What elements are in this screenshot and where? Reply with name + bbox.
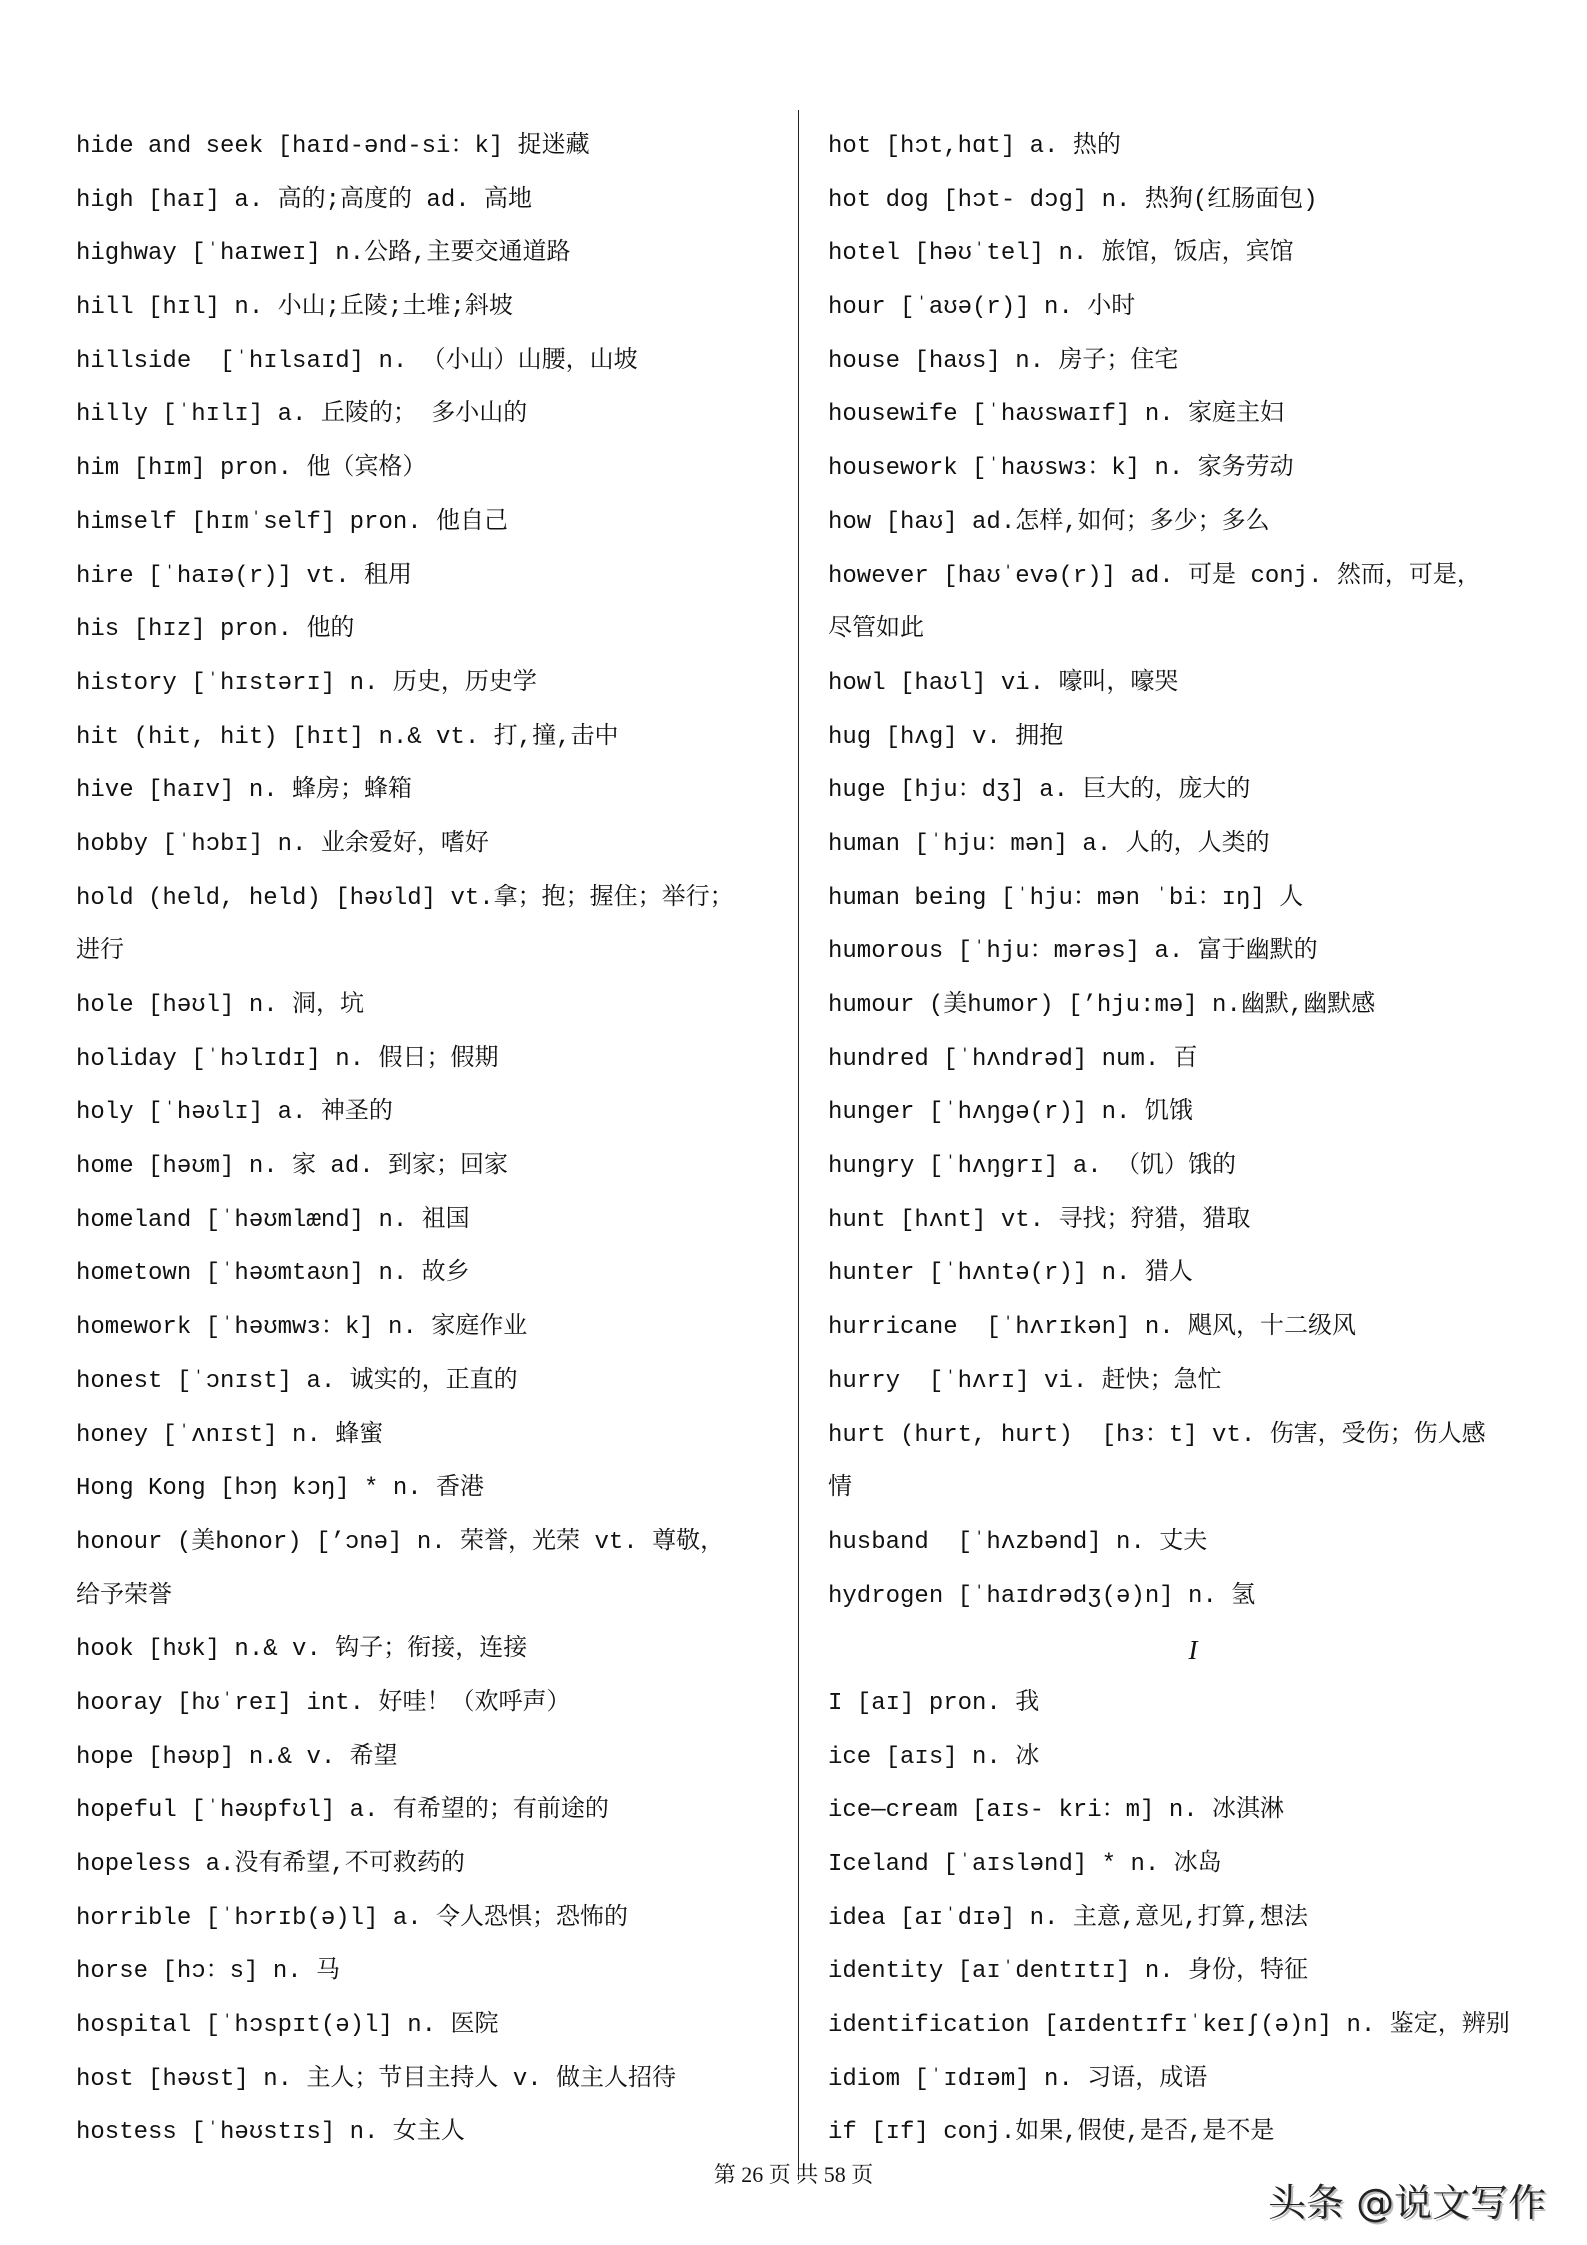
vocab-entry: hospital [ˈhɔspɪt(ə)l] n. 医院: [76, 2012, 499, 2040]
vocab-entry: host [həʊst] n. 主人；节目主持人 v. 做主人招待: [76, 2065, 677, 2093]
vocab-entry: high [haɪ] a. 高的;高度的 ad. 高地: [76, 186, 533, 214]
vocab-entry: howl [haʊl] vi. 嚎叫，嚎哭: [828, 669, 1179, 697]
vocab-entry: hill [hɪl] n. 小山;丘陵;土堆;斜坡: [76, 294, 513, 322]
vocab-entry: hometown [ˈhəʊmtaʊn] n. 故乡: [76, 1260, 470, 1288]
page-footer: 第 26 页 共 58 页: [713, 2162, 874, 2187]
vocab-entry: hunger [ˈhʌŋgə(r)] n. 饥饿: [828, 1099, 1193, 1127]
vocab-entry: hunt [hʌnt] vt. 寻找；狩猎，猎取: [828, 1206, 1251, 1234]
vocab-entry: home [həʊm] n. 家 ad. 到家；回家: [76, 1153, 509, 1181]
vocab-entry: hole [həʊl] n. 洞，坑: [76, 992, 365, 1019]
vocab-entry: house [haʊs] n. 房子；住宅: [828, 347, 1179, 375]
vocab-entry: housewife [ˈhaʊswaɪf] n. 家庭主妇: [828, 401, 1285, 429]
vocab-entry: hour [ˈaʊə(r)] n. 小时: [828, 294, 1136, 322]
vocab-entry: hunter [ˈhʌntə(r)] n. 猎人: [828, 1260, 1193, 1288]
vocab-entry: hopeful [ˈhəʊpfʊl] a. 有希望的；有前途的: [76, 1797, 609, 1825]
right-column: [828, 128, 1558, 2168]
vocab-entry: honey [ˈʌnɪst] n. 蜂蜜: [76, 1421, 384, 1449]
left-column: [76, 128, 776, 2168]
vocab-entry: homeland [ˈhəʊmlænd] n. 祖国: [76, 1206, 470, 1234]
column-divider: [798, 110, 799, 2180]
vocab-entry: idiom [ˈɪdɪəm] n. 习语，成语: [828, 2065, 1208, 2093]
vocab-entry: honour (美honor) [’ɔnə] n. 荣誉，光荣 vt. 尊敬，: [76, 1528, 725, 1556]
vocab-entry: hot dog [hɔt- dɔg] n. 热狗(红肠面包): [828, 186, 1318, 214]
vocab-entry: hire [ˈhaɪə(r)] vt. 租用: [76, 562, 413, 590]
vocab-entry: housework [ˈhaʊswɜ：k] n. 家务劳动: [828, 455, 1294, 483]
vocab-entry: hook [hʊk] n.& v. 钩子；衔接，连接: [76, 1636, 528, 1664]
vocab-entry: humour (美humor) [’hju:mə] n.幽默,幽默感: [828, 992, 1376, 1019]
vocab-entry: hold (held, held) [həʊld] vt.拿；抱；握住；举行；: [76, 884, 734, 912]
vocab-entry: hilly [ˈhɪlɪ] a. 丘陵的； 多小山的: [76, 401, 528, 429]
vocab-entry: huge [hju：dʒ] a. 巨大的，庞大的: [828, 777, 1251, 805]
vocab-entry: human [ˈhju：mən] a. 人的，人类的: [828, 830, 1270, 858]
vocab-entry: hooray [hʊˈreɪ] int. 好哇！（欢呼声）: [76, 1689, 571, 1717]
vocab-entry: homework [ˈhəʊmwɜ：k] n. 家庭作业: [76, 1314, 528, 1342]
vocab-entry: hurt (hurt, hurt) [hɜ：t] vt. 伤害，受伤；伤人感: [828, 1421, 1486, 1449]
vocab-entry: hungry [ˈhʌŋgrɪ] a. （饥）饿的: [828, 1153, 1237, 1181]
vocab-entry: 进行: [76, 938, 124, 966]
vocab-entry: idea [aɪˈdɪə] n. 主意,意见,打算,想法: [828, 1904, 1309, 1932]
vocab-entry: hope [həʊp] n.& v. 希望: [76, 1743, 398, 1771]
vocab-entry: ice [aɪs] n. 冰: [828, 1743, 1040, 1771]
vocab-entry: hillside [ˈhɪlsaɪd] n. （小山）山腰，山坡: [76, 347, 638, 375]
vocab-entry: 情: [828, 1475, 852, 1503]
vocab-entry: hotel [həʊˈtel] n. 旅馆，饭店，宾馆: [828, 240, 1294, 268]
vocab-entry: hive [haɪv] n. 蜂房；蜂箱: [76, 777, 413, 805]
vocab-entry: 给予荣誉: [76, 1582, 172, 1610]
vocab-entry: hurricane [ˈhʌrɪkən] n. 飓风，十二级风: [828, 1314, 1357, 1342]
vocab-entry: holiday [ˈhɔlɪdɪ] n. 假日；假期: [76, 1045, 499, 1073]
vocab-entry: holy [ˈhəʊlɪ] a. 神圣的: [76, 1099, 393, 1127]
watermark: 头条 @说文写作: [1268, 2181, 1547, 2225]
vocab-entry: 尽管如此: [828, 616, 924, 644]
vocab-entry: highway [ˈhaɪweɪ] n.公路,主要交通道路: [76, 240, 571, 268]
vocab-entry: horse [hɔ：s] n. 马: [76, 1958, 341, 1986]
vocab-entry: humorous [ˈhju：mərəs] a. 富于幽默的: [828, 938, 1318, 966]
vocab-entry: husband [ˈhʌzbənd] n. 丈夫: [828, 1528, 1208, 1556]
vocab-entry: hot [hɔt,hɑt] a. 热的: [828, 133, 1121, 160]
vocab-entry: if [ɪf] conj.如果,假使,是否,是不是: [828, 2119, 1275, 2147]
vocab-entry: hopeless a.没有希望,不可救药的: [76, 1851, 465, 1878]
vocab-entry: ice—cream [aɪs- kri：m] n. 冰淇淋: [828, 1797, 1285, 1825]
vocab-entry: hurry [ˈhʌrɪ] vi. 赶快；急忙: [828, 1367, 1222, 1395]
vocab-entry: horrible [ˈhɔrɪb(ə)l] a. 令人恐惧；恐怖的: [76, 1904, 629, 1932]
vocab-entry: history [ˈhɪstərɪ] n. 历史，历史学: [76, 669, 537, 697]
vocab-entry: hug [hʌg] v. 拥抱: [828, 723, 1064, 751]
vocab-entry: human being [ˈhju：mən ˈbi：ɪŋ] 人: [828, 884, 1304, 912]
vocab-entry: hit (hit, hit) [hɪt] n.& vt. 打,撞,击中: [76, 723, 619, 751]
vocab-entry: himself [hɪmˈself] pron. 他自己: [76, 508, 509, 536]
vocab-entry: him [hɪm] pron. 他（宾格）: [76, 455, 427, 483]
vocab-entry: Iceland [ˈaɪslənd] * n. 冰岛: [828, 1851, 1222, 1878]
vocab-entry: hydrogen [ˈhaɪdrədʒ(ə)n] n. 氢: [828, 1582, 1256, 1610]
section-letter-heading: I: [1188, 1635, 1198, 1666]
vocab-entry: hide and seek [haɪd-ənd-si：k] 捉迷藏: [76, 133, 590, 160]
vocab-entry: Hong Kong [hɔŋ kɔŋ] * n. 香港: [76, 1475, 485, 1503]
vocab-entry: I [aɪ] pron. 我: [828, 1689, 1040, 1717]
vocab-entry: hundred [ˈhʌndrəd] num. 百: [828, 1045, 1198, 1073]
vocab-entry: identity [aɪˈdentɪtɪ] n. 身份，特征: [828, 1958, 1309, 1986]
vocab-entry: however [haʊˈevə(r)] ad. 可是 conj. 然而，可是，: [828, 562, 1481, 590]
vocab-entry: identification [aɪdentɪfɪˈkeɪʃ(ə)n] n. 鉴定，辨别: [828, 2012, 1510, 2040]
vocab-entry: honest [ˈɔnɪst] a. 诚实的，正直的: [76, 1367, 518, 1395]
vocab-entry: hostess [ˈhəʊstɪs] n. 女主人: [76, 2119, 465, 2147]
vocab-entry: how [haʊ] ad.怎样,如何；多少；多么: [828, 508, 1270, 536]
vocab-entry: his [hɪz] pron. 他的: [76, 616, 355, 644]
vocab-entry: hobby [ˈhɔbɪ] n. 业余爱好，嗜好: [76, 830, 489, 858]
